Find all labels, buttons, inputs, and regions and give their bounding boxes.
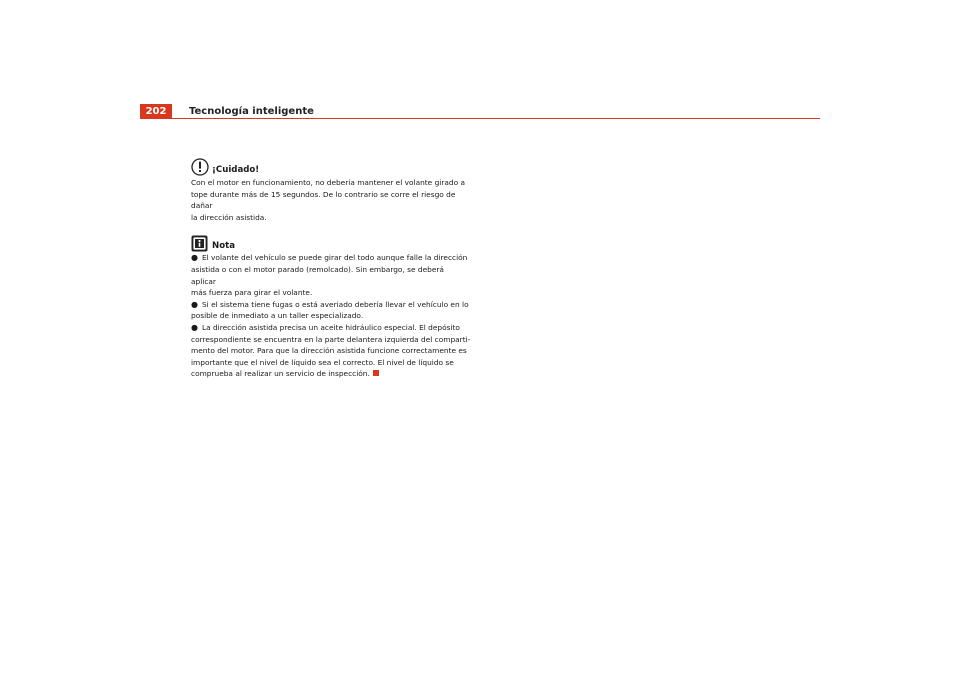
text-line: más fuerza para girar el volante.: [191, 288, 313, 298]
text-line: importante que el nivel de líquido sea el correcto. El nivel de líquido se: [191, 357, 454, 367]
section-title: Tecnología inteligente: [189, 106, 314, 117]
header-rule: [140, 118, 820, 119]
warning-text: [191, 177, 471, 223]
text-line: posible de inmediato a un taller especializado.: [191, 311, 364, 321]
note-title: Nota: [212, 241, 236, 252]
text-line: La dirección asistida precisa un aceite hidráulico especial. El depósito: [201, 322, 460, 332]
bullet-icon: ●: [191, 253, 198, 263]
note-heading: [191, 232, 471, 252]
page-content: [191, 156, 471, 380]
warning-block: [191, 156, 471, 223]
note-info-icon: [191, 235, 208, 252]
text-line: Si el sistema tiene fugas o está averiado debería llevar el vehículo en lo: [201, 299, 469, 309]
note-item: [191, 322, 471, 380]
text-line: asistida o con el motor parado (remolcado). Sin embargo, se deberá aplicar: [191, 264, 444, 286]
warning-title: ¡Cuidado!: [212, 165, 260, 175]
note-block: [191, 232, 471, 380]
warning-heading: [191, 156, 471, 176]
page-number: 202: [140, 104, 172, 119]
text-line: comprueba al realizar un servicio de inspección.: [191, 369, 370, 379]
bullet-icon: ●: [191, 299, 198, 309]
note-item: [191, 252, 471, 298]
text-line: la dirección asistida.: [191, 212, 267, 222]
note-item: [191, 299, 471, 322]
text-line: El volante del vehículo se puede girar del todo aunque falle la dirección: [201, 253, 468, 263]
end-of-section-marker: [373, 370, 379, 376]
bullet-icon: ●: [191, 322, 198, 332]
text-line: Con el motor en funcionamiento, no debería mantener el volante girado a: [191, 178, 465, 187]
text-line: mento del motor. Para que la dirección asistida funcione correctamente es: [191, 346, 467, 356]
page-header: [140, 104, 820, 120]
text-line: tope durante más de 15 segundos. De lo contrario se corre el riesgo de dañar: [191, 189, 456, 211]
exclamation-circle-icon: [191, 158, 209, 176]
text-line: correspondiente se encuentra en la parte delantera izquierda del comparti-: [191, 334, 471, 344]
